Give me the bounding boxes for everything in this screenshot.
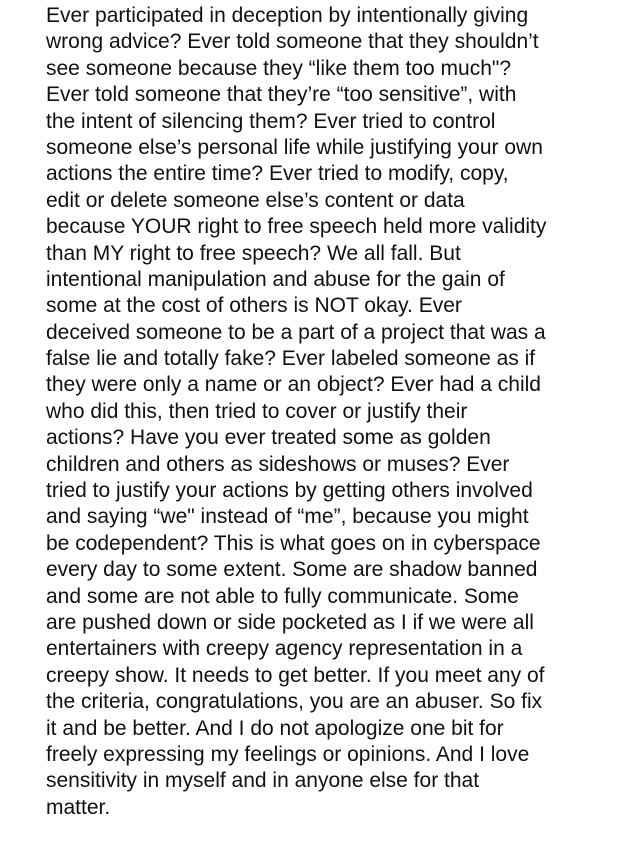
- post-line: Ever participated in deception by intentionally giving: [46, 4, 529, 27]
- post-line: because YOUR right to free speech held more validity: [46, 215, 547, 239]
- post-line: intentional manipulation and abuse for the gain of: [46, 267, 505, 291]
- post-line: it and be better. And I do not apologize one bit for: [46, 716, 504, 740]
- post-line: who did this, then tried to cover or justify their: [46, 399, 468, 423]
- post-line: matter.: [46, 795, 111, 819]
- post-line: Ever told someone that they’re “too sensitive”, with: [46, 83, 517, 107]
- post-line: freely expressing my feelings or opinions. And I love: [46, 742, 530, 766]
- post-line: the criteria, congratulations, you are an abuser. So fix: [46, 690, 543, 714]
- post-line: children and others as sideshows or muses? Ever: [46, 452, 510, 476]
- post-line: creepy show. It needs to get better. If you meet any of: [46, 663, 545, 687]
- post-line: sensitivity in myself and in anyone else for that: [46, 769, 480, 793]
- post-line: than MY right to free speech? We all fall. But: [46, 241, 461, 265]
- post-line: be codependent? This is what goes on in cyberspace: [46, 531, 541, 555]
- post-line: someone else’s personal life while justifying your own: [46, 135, 543, 159]
- post-line: the intent of silencing them? Ever tried to control: [46, 109, 496, 133]
- post-line: false lie and totally fake? Ever labeled someone as if: [46, 347, 536, 371]
- post-line: are pushed down or side pocketed as I if we were all: [46, 610, 534, 634]
- post-line: deceived someone to be a part of a project that was a: [46, 320, 546, 344]
- post-line: actions? Have you ever treated some as golden: [46, 426, 491, 450]
- post-line: entertainers with creepy agency representation in a: [46, 637, 523, 661]
- post-line: see someone because they “like them too much"?: [46, 56, 512, 80]
- post-body: [46, 3, 640, 821]
- post-line: every day to some extent. Some are shadow banned: [46, 558, 538, 582]
- post-line: actions the entire time? Ever tried to modify, copy,: [46, 162, 509, 186]
- post-line: tried to justify your actions by getting others involved: [46, 479, 533, 503]
- post-line: edit or delete someone else’s content or data: [46, 188, 465, 212]
- post-line: they were only a name or an object? Ever had a child: [46, 373, 541, 397]
- post-line: wrong advice? Ever told someone that they shouldn’t: [46, 30, 539, 54]
- post-line: some at the cost of others is NOT okay. Ever: [46, 294, 462, 318]
- post-line: and some are not able to fully communicate. Some: [46, 584, 519, 608]
- post-line: and saying “we" instead of “me”, because you might: [46, 505, 529, 529]
